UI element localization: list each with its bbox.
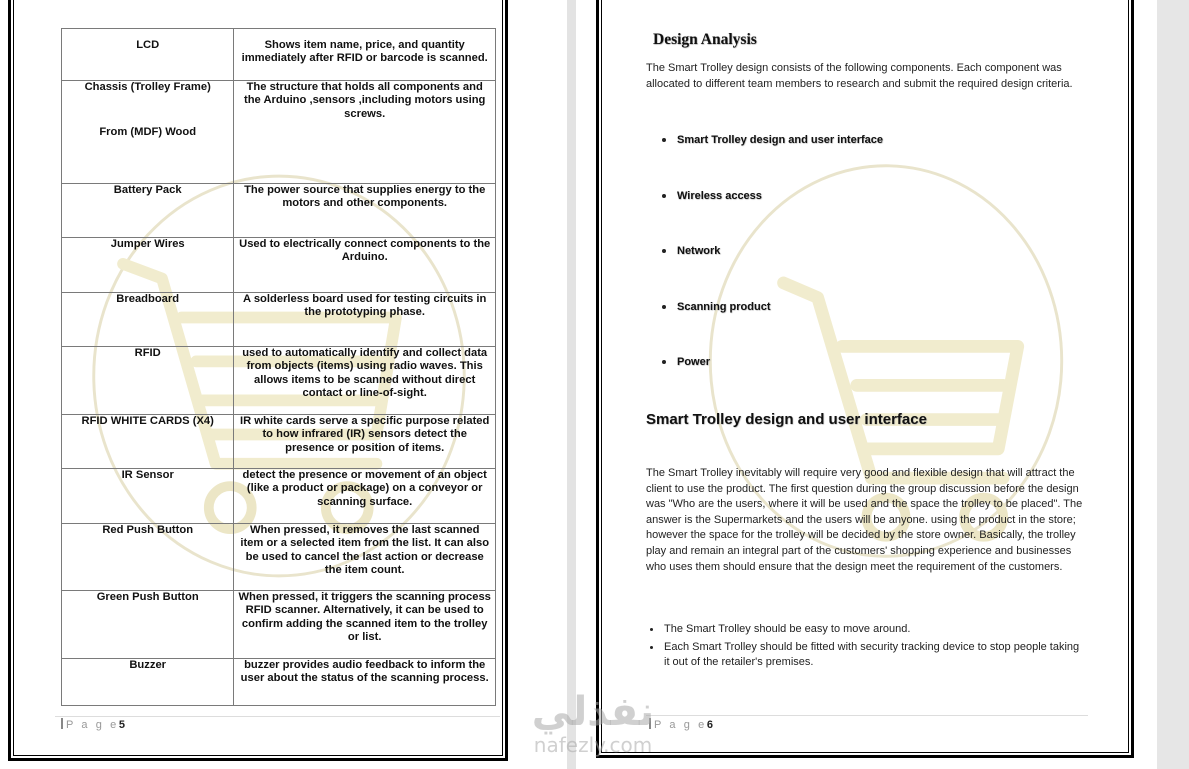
component-name-cell [62, 184, 234, 238]
list-item [646, 622, 1086, 638]
bullet-icon [650, 628, 653, 631]
component-name: Red Push Button [102, 524, 194, 536]
page-label: P a g e [654, 719, 707, 731]
component-name-cell [62, 469, 234, 524]
intro-paragraph: The Smart Trolley design consists of the following components. Each component was allocated to different team members to research and submit the required design criteria. [646, 62, 1073, 90]
watermark-latin: nafezly.com [533, 733, 653, 757]
component-name-cell [62, 415, 234, 469]
component-name-cell [62, 347, 234, 415]
component-description: When pressed, it triggers the scanning process RFID scanner. Alternatively, it can be used to confirm adding the scanned item to the trolley or list. [238, 591, 491, 643]
table-row [62, 659, 496, 706]
page-number-value: 5 [118, 719, 125, 731]
page-6 [596, 0, 1134, 758]
page-5 [8, 0, 508, 761]
list-item [658, 190, 883, 246]
list-item [646, 640, 1086, 671]
component-description-cell [234, 415, 496, 469]
list-item [658, 356, 883, 412]
component-name-cell [62, 293, 234, 347]
component-description: buzzer provides audio feedback to inform the user about the status of the scanning process. [240, 659, 489, 685]
component-description-cell [234, 659, 496, 706]
section-paragraph: The Smart Trolley inevitably will require very good and flexible design that will attract the client to use the product. The first question during the group discussion before the design was "Who are the users, where it will be used and the space the trolley to be placed". The answer is the Supermarkets and the users will be anyone. using the product in the store; however the space for the trolley will be decided by the store owner. Basically, the trolley play and remain an integral part of the customers' shopping experience and businesses who uses them should ensure that the design meet the requirement of the customers. [646, 467, 1083, 573]
section-heading: Smart Trolley design and user interface [646, 411, 927, 428]
component-description: When pressed, it removes the last scanned item or a selected item from the list. It can also be used to cancel the last action or decrease the item count. [240, 524, 490, 576]
component-name: RFID [134, 347, 161, 359]
list-item [658, 245, 883, 301]
page-gutter [567, 0, 576, 769]
page-number-bar [61, 718, 63, 729]
bullet-icon [662, 138, 666, 142]
component-description-cell [234, 238, 496, 293]
component-description-cell [234, 347, 496, 415]
list-item-text: Each Smart Trolley should be fitted with security tracking device to stop people taking it out of the retailer's premises. [664, 640, 1080, 669]
component-description: Used to electrically connect components to the Arduino. [239, 238, 491, 264]
component-name: Buzzer [129, 659, 167, 671]
list-item-text: The Smart Trolley should be easy to move around. [664, 623, 911, 635]
footer-rule [55, 716, 500, 717]
components-table [61, 28, 496, 706]
table-row [62, 415, 496, 469]
component-description-cell [234, 81, 496, 184]
bullet-icon [662, 249, 666, 253]
component-name: Chassis (Trolley Frame) [84, 81, 211, 93]
bullet-icon [662, 305, 666, 309]
list-item-text: Scanning product [677, 300, 771, 313]
list-item-text: Wireless access [677, 189, 762, 202]
table-row [62, 293, 496, 347]
component-name-cell [62, 659, 234, 706]
list-item-text: Smart Trolley design and user interface [677, 134, 884, 146]
list-item [658, 134, 883, 190]
component-name: Green Push Button [96, 591, 199, 603]
list-item-text: Power [677, 356, 711, 369]
table-row [62, 81, 496, 184]
component-description: Shows item name, price, and quantity immediately after RFID or barcode is scanned. [241, 39, 488, 65]
component-name: IR Sensor [121, 469, 174, 481]
table-row [62, 347, 496, 415]
watermark-arabic: نفذلي [531, 689, 655, 735]
list-item [658, 301, 883, 357]
bullet-icon [662, 360, 666, 364]
component-name-cell [62, 81, 234, 184]
page-label: P a g e [66, 719, 119, 731]
page-number [61, 718, 125, 731]
component-description: detect the presence or movement of an object (like a product or package) on a conveyor or scanning surface. [242, 469, 487, 508]
table-row [62, 238, 496, 293]
component-name-cell [62, 29, 234, 81]
table-row [62, 524, 496, 591]
bullet-icon [662, 194, 666, 198]
component-description-cell [234, 591, 496, 659]
component-description: The structure that holds all components and the Arduino ,sensors ,including motors using screws. [244, 81, 486, 120]
list-item-text: Network [677, 245, 721, 258]
viewer-side-panel [1157, 0, 1189, 769]
component-name: LCD [136, 39, 160, 51]
table-row [62, 184, 496, 238]
component-description: used to automatically identify and collect data from objects (items) using radio waves. This allows items to be scanned without direct contact or line-of-sight. [242, 347, 488, 399]
component-name: Breadboard [116, 293, 180, 305]
component-description-cell [234, 184, 496, 238]
component-name-cell [62, 591, 234, 659]
component-name: Battery Pack [113, 184, 182, 196]
component-list [658, 134, 883, 412]
requirements-list [646, 622, 1086, 673]
component-description-cell [234, 29, 496, 81]
component-description-cell [234, 524, 496, 591]
page-number-value: 6 [706, 719, 713, 731]
component-description: A solderless board used for testing circuits in the prototyping phase. [243, 293, 487, 319]
design-analysis-heading: Design Analysis [653, 31, 757, 48]
component-name: RFID WHITE CARDS (X4) [81, 415, 214, 427]
table-row [62, 469, 496, 524]
component-description: The power source that supplies energy to the motors and other components. [244, 184, 486, 210]
component-description-cell [234, 469, 496, 524]
component-description: IR white cards serve a specific purpose related to how infrared (IR) sensors detect the presence or position of items. [240, 415, 490, 454]
bullet-icon [650, 646, 653, 649]
component-name: Jumper Wires [110, 238, 185, 250]
table-row [62, 29, 496, 81]
component-description-cell [234, 293, 496, 347]
component-material: From (MDF) Wood [99, 126, 197, 139]
table-row [62, 591, 496, 659]
component-name-cell [62, 238, 234, 293]
component-name-cell [62, 524, 234, 591]
